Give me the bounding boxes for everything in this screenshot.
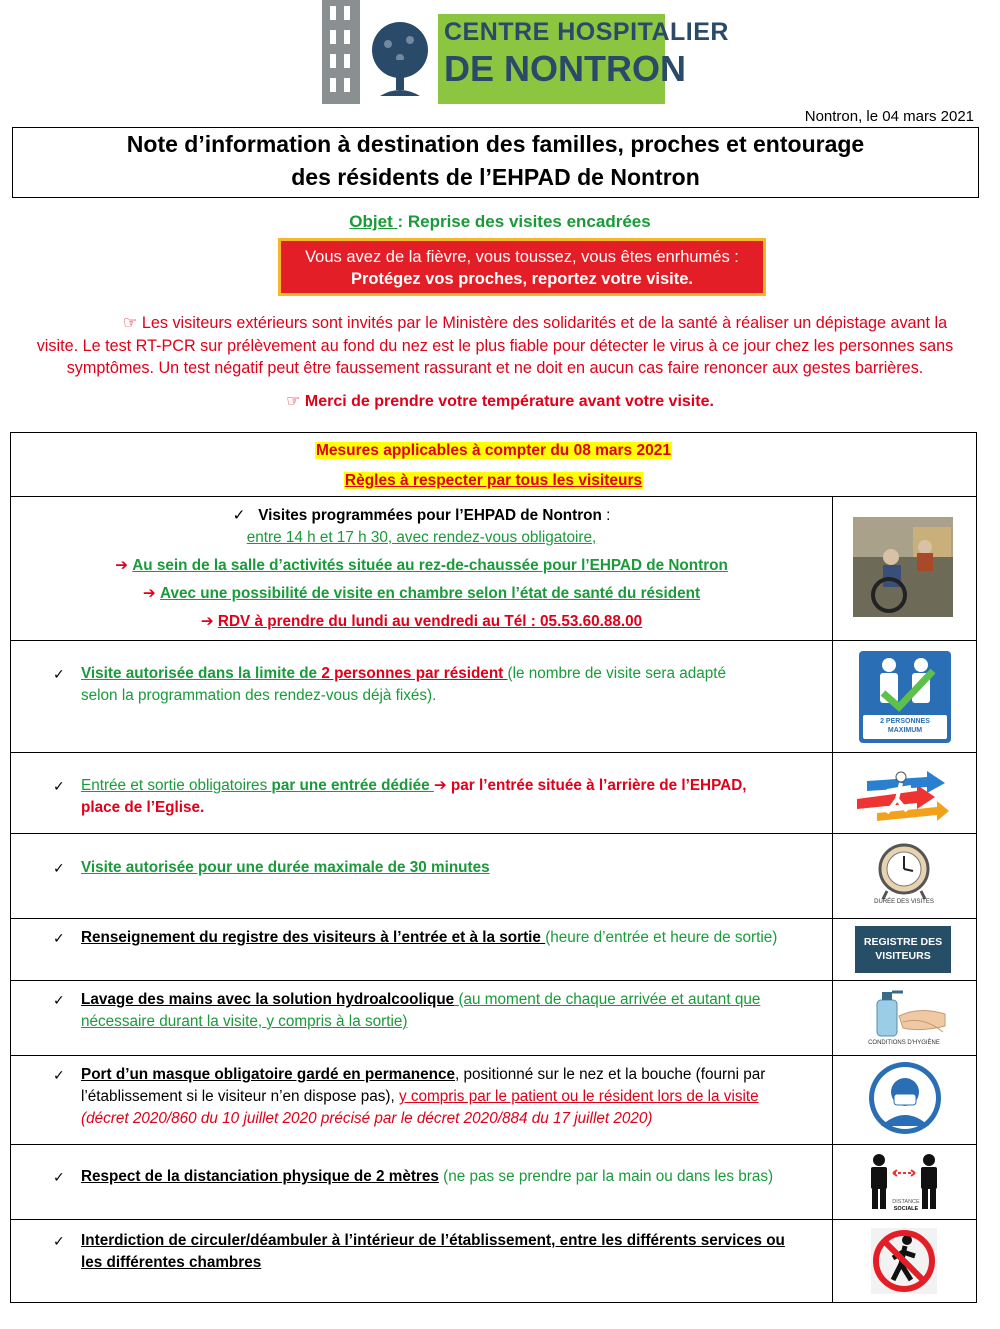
tree-icon [366, 20, 434, 100]
social-distance-icon [863, 1153, 945, 1218]
title-line1: Note d’information à destination des familles, proches et entourage [126, 131, 865, 157]
check-icon: ✓ [53, 860, 65, 876]
warning-line2: Protégez vos proches, reportez votre visite. [350, 270, 694, 288]
row1-colon: : [601, 507, 611, 524]
row-distancing [53, 1166, 851, 1188]
distance-label-line1: DISTANCE [892, 1199, 920, 1205]
row6-b: (au moment de chaque arrivée et autant que [454, 991, 761, 1008]
row3-b: par une entrée dédiée [271, 777, 434, 794]
table-header-rules [11, 472, 976, 490]
check-icon: ✓ [53, 1233, 65, 1249]
row-hand-washing [53, 989, 851, 1033]
visitor-register-icon [855, 926, 951, 973]
row7-d: y compris par le patient ou le résident lors de la visite [399, 1088, 759, 1105]
intro-line1: Les visiteurs extérieurs sont invités par le Ministère des solidarités et de la santé à réaliser un dépistage avant la [141, 314, 948, 332]
register-label-line2: VISITEURS [875, 950, 931, 962]
row2-c: (le nombre de visite sera adapté [507, 665, 727, 682]
two-persons-icon [859, 651, 951, 748]
hygiene-icon-label: CONDITIONS D'HYGIÈNE [868, 1040, 940, 1046]
clock-icon-label: DURÉE DES VISITES [874, 899, 934, 905]
register-label-line1: REGISTRE DES [863, 936, 943, 948]
row-scheduled-visits [11, 505, 832, 633]
logo-line1: CENTRE HOSPITALIER [444, 18, 729, 46]
row5-a: Renseignement du registre des visiteurs à l’entrée et à la sortie [81, 929, 546, 946]
arrow-icon: ➔ [433, 777, 447, 794]
icon-label-line2: MAXIMUM [887, 727, 923, 734]
hand-sanitizer-icon [859, 986, 949, 1047]
intro-line2: visite. Le test RT-PCR sur prélèvement au fond du nez est le plus fiable pour détecter le virus à ce jour chez les personnes sans [36, 336, 954, 355]
row4-a: Visite autorisée pour une durée maximale de 30 minutes [81, 859, 490, 876]
row6-a: Lavage des mains avec la solution hydroalcoolique [81, 991, 455, 1008]
row1-salle: Au sein de la salle d’activités située au rez-de-chaussée pour l’EHPAD de Nontron [132, 557, 728, 574]
row5-b: (heure d’entrée et heure de sortie) [545, 929, 778, 946]
row-mask [53, 1064, 851, 1130]
pointing-hand-icon: ☞ [122, 314, 138, 332]
row1-title: Visites programmées pour l’EHPAD de Nontron [258, 507, 602, 524]
row1-chambre: Avec une possibilité de visite en chambre selon l’état de santé du résident [159, 585, 701, 602]
row3-a: Entrée et sortie obligatoires [81, 777, 272, 794]
check-icon: ✓ [53, 666, 65, 682]
temperature-reminder [0, 391, 1000, 411]
row-two-persons [53, 663, 851, 707]
icon-label-line1: 2 PERSONNES [880, 718, 930, 725]
hospital-logo [322, 0, 729, 104]
check-icon: ✓ [232, 507, 246, 524]
intro-paragraph [12, 312, 978, 380]
running-exit-icon [857, 769, 949, 830]
row3-c: par l’entrée située à l’arrière de l’EHPAD, [450, 777, 747, 794]
check-icon: ✓ [53, 992, 65, 1008]
row2-a: Visite autorisée dans la limite de [81, 665, 322, 682]
logo-line2: DE NONTRON [444, 48, 686, 89]
subject-line [0, 212, 1000, 232]
wheelchair-visit-photo [853, 517, 953, 622]
row-duration [53, 857, 851, 879]
distance-label-line2: SOCIALE [893, 1206, 919, 1212]
temperature-text: Merci de prendre votre température avant votre visite. [304, 393, 714, 410]
row-no-wandering [53, 1230, 851, 1274]
row9-b: les différentes chambres [81, 1254, 262, 1271]
arrow-icon: ➔ [142, 585, 156, 602]
warning-line1: Vous avez de la fièvre, vous toussez, vous êtes enrhumés : [305, 248, 739, 266]
row1-rdv: RDV à prendre du lundi au vendredi au Tél : 05.53.60.88.00 [217, 613, 643, 630]
clock-duration-icon [869, 841, 939, 906]
building-icon [322, 0, 360, 104]
check-icon: ✓ [53, 1169, 65, 1185]
check-icon: ✓ [53, 778, 65, 794]
row1-hours: entre 14 h et 17 h 30, avec rendez-vous obligatoire, [246, 529, 597, 546]
check-icon: ✓ [53, 1067, 65, 1083]
document-title [12, 127, 979, 198]
no-walking-icon [871, 1228, 937, 1299]
title-line2: des résidents de l’EHPAD de Nontron [291, 164, 700, 190]
header-date-text: Mesures applicables à compter du 08 mars 2021 [316, 442, 671, 459]
row7-a: Port d’un masque obligatoire gardé en permanence [81, 1066, 456, 1083]
row7-b: , positionné sur le nez et la bouche (fourni par [455, 1066, 766, 1083]
row7-c: l’établissement si le visiteur n’en dispose pas), [81, 1088, 399, 1105]
document-date: Nontron, le 04 mars 2021 [804, 108, 974, 125]
check-icon: ✓ [53, 930, 65, 946]
warning-banner [278, 238, 766, 296]
subject-label: Objet [349, 212, 398, 231]
intro-line3: symptômes. Un test négatif peut être faussement rassurant et ne doit en aucun cas faire renoncer aux gestes barrières. [66, 359, 924, 377]
row-register [53, 927, 851, 949]
row-dedicated-entrance [53, 775, 851, 819]
subject-text: : Reprise des visites encadrées [397, 212, 651, 231]
face-mask-icon [867, 1060, 943, 1141]
arrow-icon: ➔ [115, 557, 128, 574]
row9-a: Interdiction de circuler/déambuler à l’intérieur de l’établissement, entre les différents services ou [81, 1232, 785, 1249]
row8-a: Respect de la distanciation physique de 2 mètres [81, 1168, 439, 1185]
rules-table [10, 432, 977, 1303]
header-rules-text: Règles à respecter par tous les visiteurs [344, 472, 643, 489]
row8-b: (ne pas se prendre par la main ou dans les bras) [438, 1168, 774, 1185]
row2-b: 2 personnes par résident [321, 665, 508, 682]
row3-d: place de l’Eglise. [81, 799, 205, 816]
row7-e: (décret 2020/860 du 10 juillet 2020 précisé par le décret 2020/884 du 17 juillet 2020) [81, 1110, 653, 1127]
row2-d: selon la programmation des rendez-vous déjà fixés). [81, 687, 437, 704]
arrow-icon: ➔ [200, 613, 214, 630]
pointing-hand-icon: ☞ [286, 393, 301, 410]
table-header-date [11, 442, 976, 460]
row6-c: nécessaire durant la visite, y compris à la sortie) [81, 1013, 408, 1030]
